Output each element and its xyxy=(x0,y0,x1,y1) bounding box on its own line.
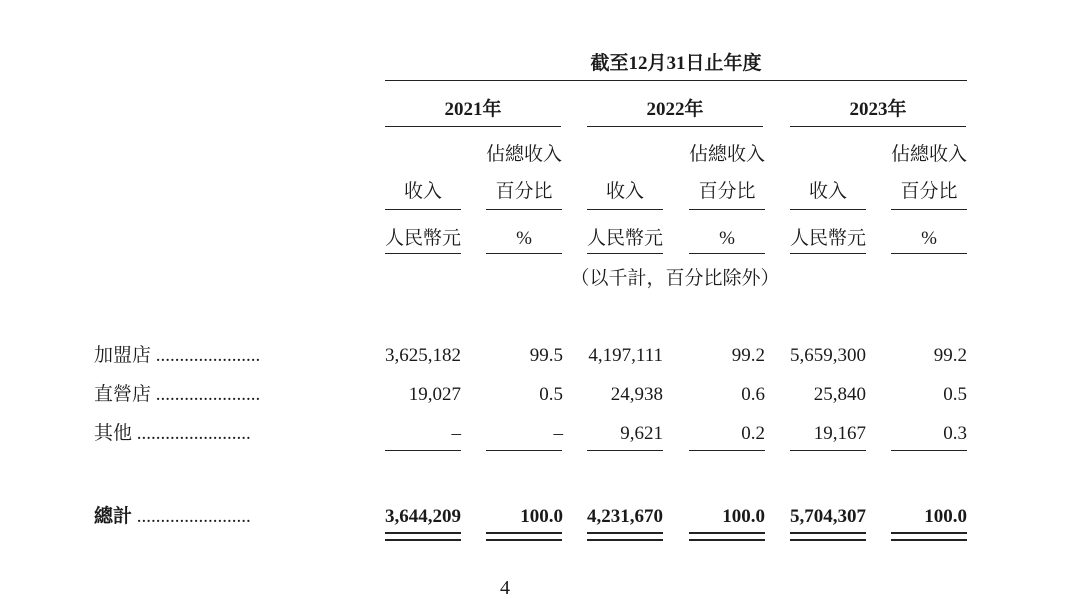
unit-pct: % xyxy=(921,228,937,249)
unit-note: （以千計，百分比除外） xyxy=(570,268,780,289)
pct-header-line2: 百分比 xyxy=(900,181,958,202)
period-heading: 截至12月31日止年度 xyxy=(590,53,762,74)
total-double-rule xyxy=(790,532,866,541)
header-rule xyxy=(587,209,663,210)
unit-rule xyxy=(486,253,562,254)
total-double-rule xyxy=(486,532,562,541)
subtotal-rule xyxy=(891,450,967,451)
unit-rule xyxy=(689,253,765,254)
unit-rule xyxy=(891,253,967,254)
total-value: 100.0 xyxy=(722,506,765,527)
unit-rule xyxy=(587,253,663,254)
unit-pct: % xyxy=(516,228,532,249)
subtotal-rule xyxy=(486,450,562,451)
pct-header-line1: 佔總收入 xyxy=(689,144,766,165)
cell-value: 24,938 xyxy=(610,384,663,405)
page-number: 4 xyxy=(500,577,510,599)
unit-rmb: 人民幣元 xyxy=(790,228,867,249)
pct-header-line2: 百分比 xyxy=(495,181,553,202)
cell-value: 0.5 xyxy=(943,384,967,405)
cell-value: 9,621 xyxy=(620,423,663,444)
row-label-direct-stores: 直營店 ...................... xyxy=(94,384,261,405)
total-value: 3,644,209 xyxy=(385,506,461,527)
cell-value: 99.5 xyxy=(529,345,563,366)
header-rule xyxy=(891,209,967,210)
pct-header-line1: 佔總收入 xyxy=(891,144,968,165)
year-2022-heading: 2022年 xyxy=(646,99,704,120)
header-rule xyxy=(790,209,866,210)
cell-value: 5,659,300 xyxy=(790,345,866,366)
cell-value: – xyxy=(451,423,461,444)
cell-value: 0.5 xyxy=(539,384,563,405)
total-double-rule xyxy=(891,532,967,541)
total-value: 5,704,307 xyxy=(790,506,866,527)
unit-rmb: 人民幣元 xyxy=(385,228,462,249)
revenue-header: 收入 xyxy=(403,181,442,202)
total-value: 4,231,670 xyxy=(587,506,663,527)
cell-value: 25,840 xyxy=(813,384,866,405)
row-label-total: 總計 ........................ xyxy=(94,506,251,527)
total-value: 100.0 xyxy=(924,506,967,527)
revenue-header: 收入 xyxy=(605,181,644,202)
total-value: 100.0 xyxy=(520,506,563,527)
cell-value: 0.3 xyxy=(943,423,967,444)
pct-header-line2: 百分比 xyxy=(698,181,756,202)
cell-value: 0.6 xyxy=(741,384,765,405)
total-double-rule xyxy=(587,532,663,541)
header-rule xyxy=(689,209,765,210)
unit-rule xyxy=(385,253,461,254)
subtotal-rule xyxy=(385,450,461,451)
unit-rule xyxy=(790,253,866,254)
row-label-others: 其他 ........................ xyxy=(94,423,251,444)
period-rule xyxy=(385,80,967,81)
cell-value: 19,167 xyxy=(813,423,866,444)
total-double-rule xyxy=(689,532,765,541)
cell-value: 3,625,182 xyxy=(385,345,461,366)
cell-value: 19,027 xyxy=(408,384,461,405)
year-2023-rule xyxy=(790,126,966,127)
unit-pct: % xyxy=(719,228,735,249)
cell-value: 99.2 xyxy=(933,345,967,366)
cell-value: 99.2 xyxy=(731,345,765,366)
subtotal-rule xyxy=(790,450,866,451)
year-2021-rule xyxy=(385,126,561,127)
revenue-header: 收入 xyxy=(808,181,847,202)
header-rule xyxy=(486,209,562,210)
pct-header-line1: 佔總收入 xyxy=(486,144,563,165)
header-rule xyxy=(385,209,461,210)
cell-value: 0.2 xyxy=(741,423,765,444)
row-label-franchise: 加盟店 ...................... xyxy=(94,345,261,366)
year-2021-heading: 2021年 xyxy=(444,99,502,120)
cell-value: – xyxy=(553,423,563,444)
year-2023-heading: 2023年 xyxy=(849,99,907,120)
unit-rmb: 人民幣元 xyxy=(587,228,664,249)
subtotal-rule xyxy=(587,450,663,451)
year-2022-rule xyxy=(587,126,763,127)
subtotal-rule xyxy=(689,450,765,451)
total-double-rule xyxy=(385,532,461,541)
cell-value: 4,197,111 xyxy=(588,345,663,366)
